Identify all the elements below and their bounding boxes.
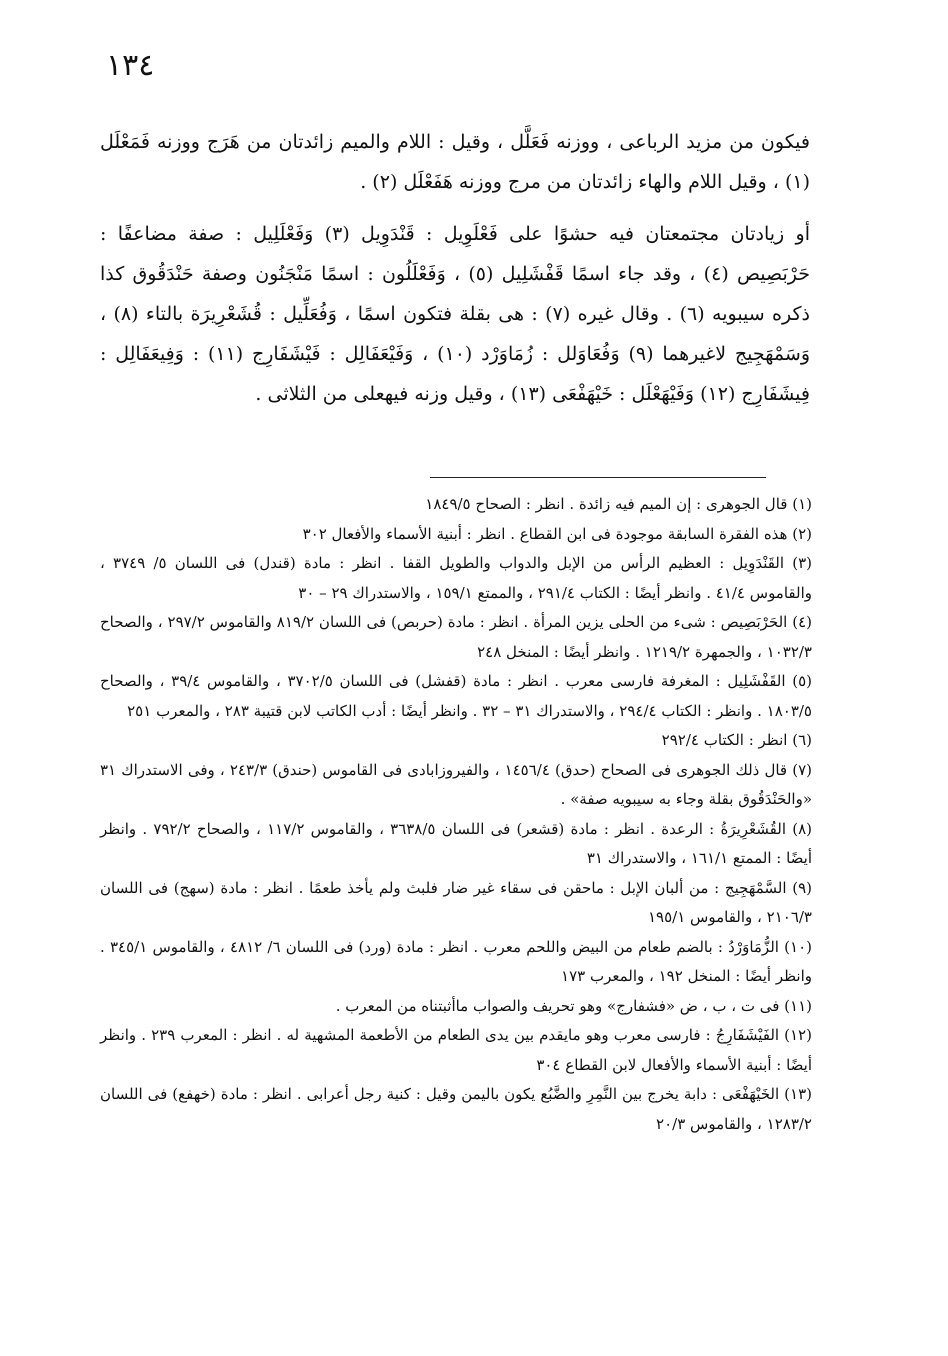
footnotes bbox=[100, 490, 812, 1139]
footnote: (١) قال الجوهرى : إن الميم فيه زائدة . انظر : الصحاح ١٨٤٩/٥ bbox=[425, 495, 812, 513]
footnote: (٢) هذه الفقرة السابقة موجودة فى ابن القطاع . انظر : أبنية الأسماء والأفعال ٣٠٢ bbox=[302, 524, 812, 543]
paragraph: فيكون من مزيد الرباعى ، ووزنه فَعَلَّل ، وقيل : اللام والميم زائدتان من هَرَج ووزنه فَمَعْلَل (١) ، وقيل اللام والهاء زائدتان من مرج ووزنه هَفَعْلَل (٢) . bbox=[100, 131, 810, 193]
footnote: (٧) قال ذلك الجوهرى فى الصحاح (حدق) ١٤٥٦/٤ ، والفيروزابادى فى القاموس (حندق) ٢٤٣/٣ ، وفى الاستدراك ٣١ «والحَنْدَقُوق بقلة وجاء به سيبويه صفة» . bbox=[100, 760, 812, 808]
page-number: ١٣٤ bbox=[106, 48, 155, 83]
footnote: (١٣) الخَيْهَفْعَى : دابة يخرج بين النَّمِرِ والضَّبُع يكون باليمن وقيل : كنية رجل أعرابى . انظر : مادة (خهفع) فى اللسان ١٢٨٣/٢ ، والقاموس ٢٠/٣ bbox=[100, 1085, 812, 1133]
footnote: (٨) القُشَعْرِيرَةُ : الرعدة . انظر : مادة (قشعر) فى اللسان ٣٦٣٨/٥ ، والقاموس ١١٧/٢ ، والصحاح ٧٩٢/٢ . وانظر أيضًا : الممتع ١٦١/١ ، والاستدراك ٣١ bbox=[100, 819, 812, 867]
footnote: (٥) القَفْشَلِيل : المغرفة فارسى معرب . انظر : مادة (قفشل) فى اللسان ٣٧٠٢/٥ ، والقاموس ٣٩/٤ ، والصحاح ١٨٠٣/٥ . وانظر : الكتاب ٢٩٤/٤ ، والاستدراك ٣١ – ٣٢ . وانظر أيضًا : أدب الكاتب لابن قتيبة ٢٨٣ ، والمعرب ٢٥١ bbox=[100, 672, 812, 720]
footnote: (١١) فى ت ، ب ، ض «فشفارج» وهو تحريف والصواب ماأثبتناه من المعرب . bbox=[335, 996, 812, 1015]
footnote: (١٠) الزُّمَاوَرْدُ : بالضم طعام من البيض واللحم معرب . انظر : مادة (ورد) فى اللسان ٦/ ٤٨١٢ ، والقاموس ٣٤٥/١ . وانظر أيضًا : المنخل ١٩٢ ، والمعرب ١٧٣ bbox=[100, 937, 812, 985]
main-text bbox=[100, 122, 810, 426]
footnote: (٤) الحَرْبَصِيص : شىء من الحلى يزين المرأة . انظر : مادة (حربص) فى اللسان ٨١٩/٢ والقاموس ٢٩٧/٢ ، والصحاح ١٠٣٢/٣ ، والجمهرة ١٢١٩/٢ . وانظر أيضًا : المنخل ٢٤٨ bbox=[100, 613, 812, 661]
footnote: (١٢) الفَيْشَفَارِجُ : فارسى معرب وهو مايقدم بين يدى الطعام من الأطعمة المشهية له . انظر : المعرب ٢٣٩ . وانظر أيضًا : أبنية الأسماء والأفعال لابن القطاع ٣٠٤ bbox=[100, 1026, 812, 1074]
footnote-separator bbox=[430, 477, 766, 478]
footnote: (٣) القَنْدَوِيل : العظيم الرأس من الإبل والدواب والطويل القفا . انظر : مادة (قندل) فى اللسان ٥/ ٣٧٤٩ ، والقاموس ٤١/٤ . وانظر أيضًا : الكتاب ٢٩١/٤ ، والممتع ١٥٩/١ ، والاستدراك ٢٩ – ٣٠ bbox=[100, 554, 813, 602]
footnote: (٦) انظر : الكتاب ٢٩٢/٤ bbox=[661, 731, 812, 749]
footnote: (٩) السَّمْهَجِيج : من ألبان الإبل : ماحقن فى سقاء غير ضار فلبث ولم يأخذ طعمًا . انظر : مادة (سهج) فى اللسان ٢١٠٦/٣ ، والقاموس ١٩٥/١ bbox=[100, 878, 812, 926]
paragraph: أو زيادتان مجتمعتان فيه حشوًا على فَعْلَوِيل : قَنْدَوِيل (٣) وَفَعْلَلِيل : صفة مضاعفًا : حَرْبَصِيص (٤) ، وقد جاء اسمًا قَفْشَلِيل (٥) ، وَفَعْلَلُون : اسمًا مَنْجَنُون وصفة حَنْدَقُوق كذا ذكره سيبويه (٦) . وقال غيره (٧) : هى بقلة فتكون اسمًا ، وَفُعَلِّيل : قُشَعْرِيرَة بالتاء (٨) ، وَسَمْهَجِيج لاغيرهما (٩) وَفُعَاوَلل : زُمَاوَرْد (١٠) ، وَفَيْعَفَالِل : فَيْشَفَارِج (١١) : وَفِيعَفَالِل : فِيشَفَارِج (١٢) وَفَيْهَعْلَل : خَيْهَفْعَى (١٣) ، وقيل وزنه فيهعلى من الثلاثى . bbox=[100, 223, 811, 405]
